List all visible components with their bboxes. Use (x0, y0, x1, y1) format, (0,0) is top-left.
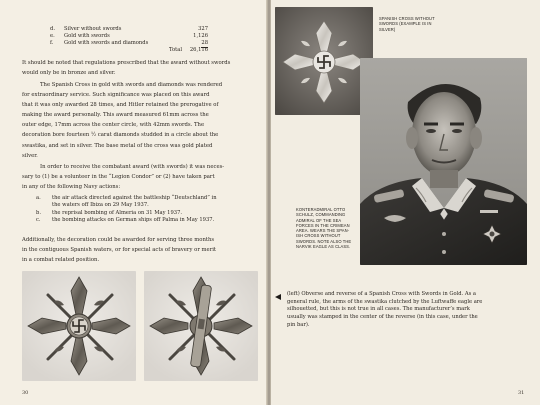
action-line: the bombing attacks on German ships off Palma in May 1937. (52, 217, 215, 223)
caption-line: NARVIK EAGLE AS CLASS. (296, 244, 351, 250)
list-letter: d. (50, 26, 55, 32)
action-line: the air attack directed against the battleship “Deutschland” in (52, 195, 217, 201)
list-value: 327 (198, 26, 208, 32)
cross-reverse-photo (144, 271, 258, 381)
text-line: In order to receive the combatant award (with swords) it was neces- (40, 164, 225, 170)
text-line: in the contiguous Spanish waters, or for special acts of bravery or merit (22, 247, 217, 254)
text-line: sary to (1) be a volunteer in the “Legion Condor” or (2) have taken part (22, 174, 215, 181)
award-row (50, 40, 53, 47)
paragraph-3 (22, 162, 258, 192)
cross-without-swords-photo (275, 7, 373, 115)
cross-obverse-image (22, 271, 136, 381)
award-label (64, 40, 148, 47)
text-line: making the award personally. This award measured 61mm across the (22, 112, 209, 119)
caption-line: ADMIRAL OF THE SEA (296, 217, 342, 223)
list-value: 1,126 (193, 33, 208, 39)
caption-line: SILVER) (379, 26, 396, 32)
navy-action-c-text (52, 217, 214, 224)
award-row (50, 33, 55, 40)
text-line: that it was only awarded 28 times, and Hitler retained the prerogative of (22, 102, 219, 109)
navy-action-c (36, 217, 41, 224)
text-line: The Spanish Cross in gold with swords and diamonds was rendered (40, 82, 223, 88)
navy-action-b (36, 210, 41, 217)
officer-portrait-image (360, 58, 527, 265)
cross-reverse-image (144, 271, 258, 381)
action-letter: c. (36, 217, 41, 223)
text-line: decoration bore fourteen ½ carat diamonds studded in a circle about the (22, 132, 219, 139)
text-line: It should be noted that regulations prescribed that the award without swords (22, 60, 231, 66)
text-line: silver. (22, 152, 38, 159)
paragraph-2 (22, 80, 258, 161)
award-value (198, 26, 208, 33)
list-label: Gold with swords (64, 33, 110, 39)
text-line: Additionally, the decoration could be awarded for serving three months (22, 237, 215, 243)
text-line: would only be in bronze and silver. (22, 70, 116, 77)
total-label-text: Total (168, 47, 182, 53)
text-line: for extraordinary service. Such significance was placed on this award (22, 92, 210, 99)
officer-portrait-photo (360, 58, 527, 265)
caption-line: silhouetted, but this is not true in all cases. The manufacturer’s mark (287, 306, 470, 313)
page-number-left: 30 (22, 390, 29, 396)
text-line: in any of the following Navy actions: (22, 184, 121, 191)
navy-action-b-text (52, 210, 182, 217)
caption-line: general rule, the arms of the swastika clutched by the Luftwaffe eagle are (287, 298, 483, 305)
action-letter: b. (36, 210, 41, 216)
caption-line: pin bar). (287, 321, 310, 328)
caption-pointer-icon (275, 294, 281, 300)
caption-line: FORCES IN THE CRIMEAN (296, 222, 350, 228)
list-value: 28 (201, 40, 208, 46)
award-value (193, 33, 208, 40)
left-page (0, 0, 268, 405)
list-letter: e. (50, 33, 55, 39)
cross-obverse-photo (22, 271, 136, 381)
award-count-list (40, 26, 208, 56)
action-line: the reprisal bombing of Almeria on 31 May 1937. (52, 210, 183, 216)
caption-line: (left) Obverse and reverse of a Spanish Cross with Swords in Gold. As a (287, 291, 477, 297)
caption-line: SWORDS. NOTE ALSO THE (296, 238, 352, 244)
text-line: swastika, and set in silver. The base metal of the cross was gold plated (22, 142, 213, 149)
list-letter: f. (50, 40, 54, 46)
caption-cross-without-swords (379, 16, 449, 32)
right-page (271, 0, 540, 405)
caption-line: usually was stamped in the center of the reverse (in this case, under the (287, 314, 478, 321)
navy-action-a-text (52, 195, 217, 208)
text-line: in a combat related position. (22, 257, 100, 264)
action-line: the waters off Ibiza on 29 May 1937. (52, 201, 149, 208)
caption-line: ISH CROSS WITHOUT (296, 233, 341, 239)
caption-line: SPANISH CROSS WITHOUT (379, 16, 435, 21)
page-number-right: 31 (518, 390, 525, 396)
award-label (64, 26, 121, 33)
cross-silver-image (275, 7, 373, 115)
navy-actions-list (36, 195, 256, 235)
caption-line: SWORDS (EXAMPLE IS IN (379, 21, 432, 27)
caption-line: SCHULZ, COMMANDING (296, 212, 346, 218)
award-label (64, 33, 110, 40)
paragraph-4 (22, 235, 258, 265)
text-line: outer edge, 17mm across the center circle, with 42mm swords. The (22, 122, 205, 129)
list-label: Silver without swords (64, 26, 122, 32)
caption-bottom (287, 291, 535, 330)
award-row (50, 26, 55, 33)
caption-line: KONTERADMIRAL OTTO (296, 207, 346, 212)
paragraph-1 (22, 58, 258, 78)
total-value-text: 26,116 (189, 47, 208, 53)
caption-line: AREA. WEARS THE SPAN- (296, 228, 350, 234)
caption-officer (296, 207, 360, 249)
total-label (169, 47, 182, 54)
total-value (190, 47, 208, 54)
list-label: Gold with swords and diamonds (64, 40, 149, 46)
navy-action-a (36, 195, 41, 202)
action-letter: a. (36, 195, 41, 201)
